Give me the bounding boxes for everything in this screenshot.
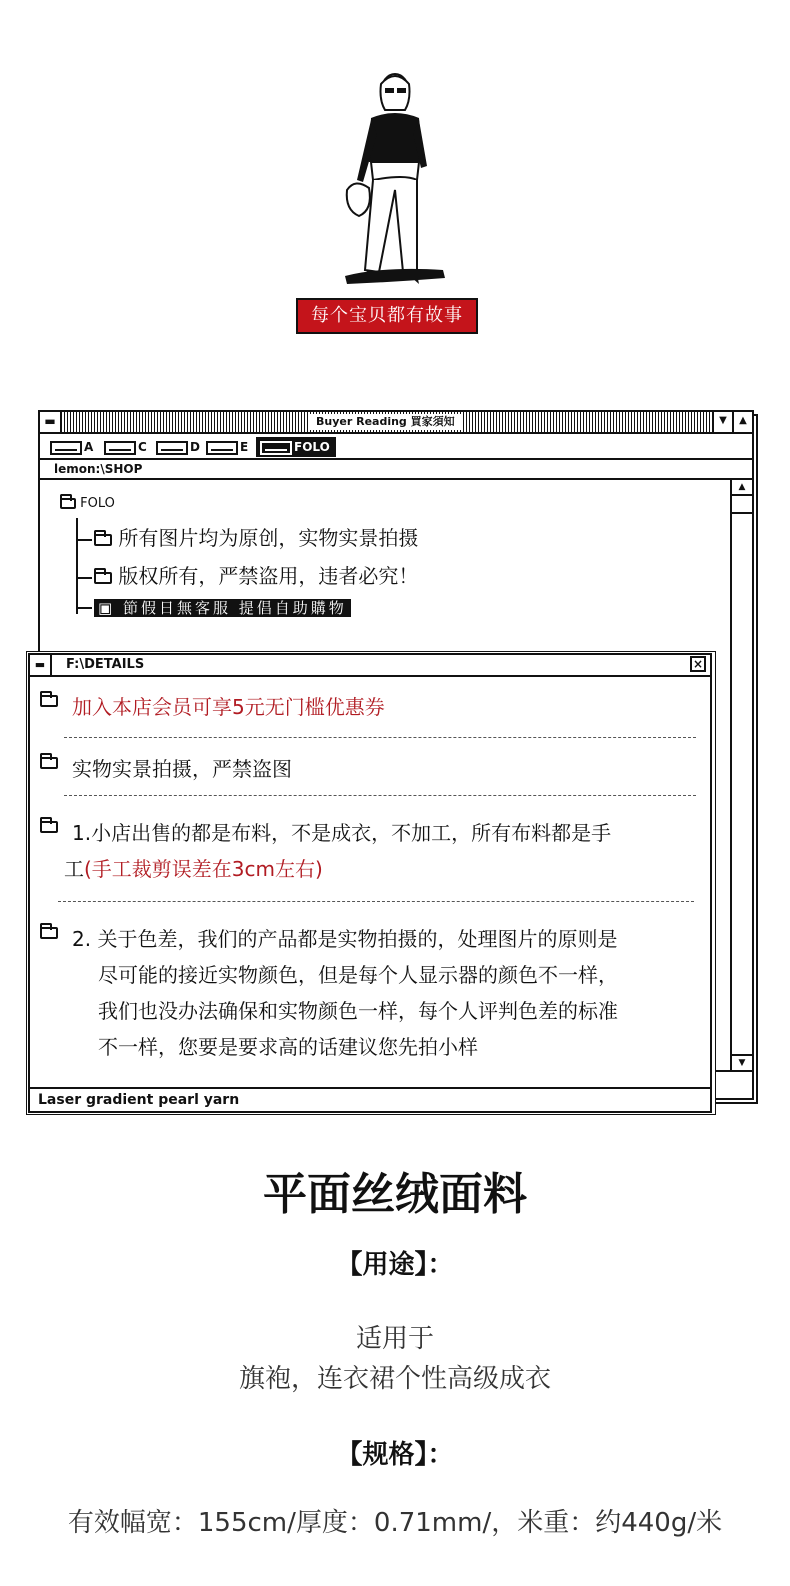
tree-item[interactable]: 版权所有，严禁盗用，违者必究！	[76, 560, 418, 589]
divider	[64, 795, 696, 796]
hard-drive-icon	[260, 441, 292, 455]
vertical-scrollbar[interactable]	[730, 480, 752, 1070]
folder-icon	[40, 695, 58, 707]
tree-item[interactable]: 所有图片均为原创，实物实景拍摄	[76, 522, 418, 551]
list-item: 实物实景拍摄，严禁盗图	[38, 751, 703, 787]
scroll-up-arrow-icon[interactable]: ▲	[732, 480, 752, 496]
status-bar: Laser gradient pearl yarn	[30, 1087, 710, 1111]
story-badge: 每个宝贝都有故事	[296, 298, 478, 334]
spec-line: 有效幅宽：155cm/厚度：0.71mm/，米重：约440g/米	[67, 1508, 723, 1538]
product-name: 平面丝绒面料	[263, 1169, 527, 1220]
scroll-thumb[interactable]	[732, 498, 752, 514]
usage-line-1: 适用于	[355, 1324, 434, 1354]
tree-root[interactable]: FOLO	[60, 496, 115, 511]
scroll-down-arrow-icon[interactable]: ▼	[732, 1054, 752, 1070]
drive-folo[interactable]: FOLO	[256, 437, 336, 457]
close-icon[interactable]: ×	[690, 656, 706, 672]
maximize-button[interactable]: ▲	[732, 412, 752, 432]
usage-heading: 【用途】：	[336, 1250, 454, 1280]
list-item: 加入本店会员可享5元无门槛优惠券	[38, 689, 703, 725]
cd-drive-icon	[206, 441, 238, 455]
window-title: F:\DETAILS	[66, 657, 145, 672]
folder-icon	[40, 927, 58, 939]
folder-icon	[94, 572, 112, 584]
floppy-drive-icon	[50, 441, 82, 455]
drive-e[interactable]: E	[206, 437, 248, 457]
folder-icon	[40, 821, 58, 833]
hard-drive-icon	[104, 441, 136, 455]
path-bar: lemon:\SHOP	[40, 460, 752, 480]
spec-heading: 【规格】：	[336, 1440, 454, 1470]
list-item: 2. 关于色差，我们的产品都是实物拍摄的，处理图片的原则是 尽可能的接近实物颜色，但是每个人显示器的颜色不一样， 我们也没办法确保和实物颜色一样，每个人评判色差的标准 不一样，您要是要求高的话建议您先拍小样	[38, 921, 703, 1065]
folder-icon: ▣	[98, 599, 123, 617]
system-menu-button[interactable]: ▬	[40, 412, 62, 432]
details-window	[28, 653, 712, 1113]
minimize-button[interactable]: ▼	[712, 412, 732, 432]
drive-d[interactable]: D	[156, 437, 200, 457]
folder-icon	[60, 498, 76, 509]
usage-line-2: 旗袍，连衣裙个性高级成衣	[238, 1364, 551, 1394]
drive-a[interactable]: A	[50, 437, 93, 457]
drive-c[interactable]: C	[104, 437, 147, 457]
window-title: Buyer Reading 買家須知	[310, 414, 461, 430]
drive-bar	[40, 434, 752, 460]
title-bar[interactable]	[30, 655, 710, 677]
tree-item-selected[interactable]: ▣ 節假日無客服 提倡自助購物	[76, 594, 351, 618]
title-bar[interactable]	[40, 412, 752, 434]
folder-icon	[40, 757, 58, 769]
hard-drive-icon	[156, 441, 188, 455]
folder-icon	[94, 534, 112, 546]
list-item: 1.小店出售的都是布料，不是成衣，不加工，所有布料都是手 工(手工裁剪误差在3cm左右)	[38, 815, 703, 887]
system-menu-button[interactable]: ▬	[30, 655, 52, 675]
divider	[58, 901, 694, 902]
fashion-figure-illustration	[325, 70, 465, 290]
divider	[64, 737, 696, 738]
